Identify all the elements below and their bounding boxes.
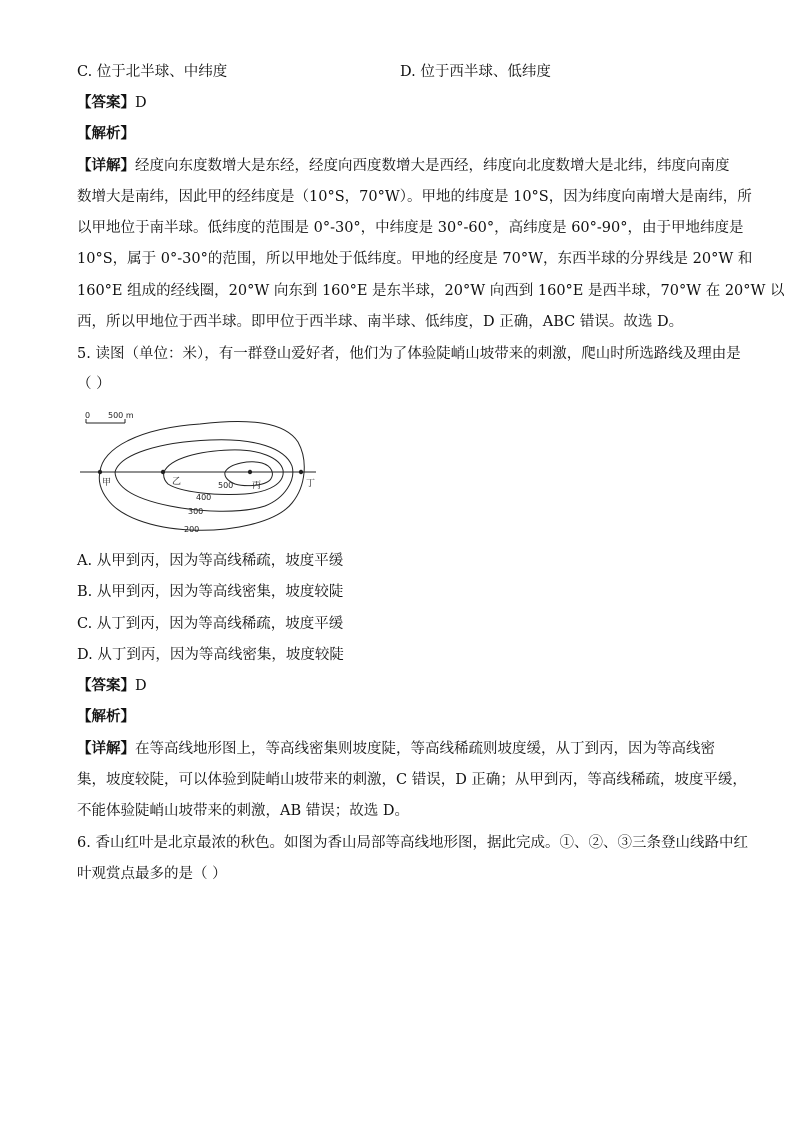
q4-detail-line-5: 160°E 组成的经线圈，20°W 向东到 160°E 是东半球，20°W 向西到 160°E 是西半球，70°W 在 20°W 以 <box>77 283 785 299</box>
point-yi <box>161 470 165 474</box>
q5-analysis-title: 【解析】 <box>77 708 135 725</box>
detail-text: 在等高线地形图上，等高线密集则坡度陡，等高线稀疏则坡度缓，从丁到丙，因为等高线密 <box>135 741 715 757</box>
label-jia: 甲 <box>102 478 112 488</box>
label-bing: 丙 <box>252 481 262 491</box>
q5-detail-line-3: 不能体验陡峭山坡带来的刺激，AB 错误；故选 D。 <box>77 803 409 819</box>
point-ding <box>299 470 303 474</box>
scale-zero: 0 <box>85 411 91 420</box>
q5-option-c: C. 从丁到丙，因为等高线稀疏，坡度平缓 <box>77 616 344 632</box>
q6-stem-line-1: 6. 香山红叶是北京最浓的秋色。如图为香山局部等高线地形图，据此完成。①、②、③三条登山线路中红 <box>77 835 748 851</box>
contour-label-300: 300 <box>188 507 204 516</box>
q4-detail-line-4: 10°S，属于 0°-30°的范围，所以甲地处于低纬度。甲地的经度是 70°W，东西半球的分界线是 20°W 和 <box>77 251 753 267</box>
detail-tag: 【详解】 <box>77 157 135 174</box>
q4-option-c: C. 位于北半球、中纬度 <box>77 64 228 80</box>
q6-stem-line-2: 叶观赏点最多的是（ ） <box>77 866 227 882</box>
q4-detail-line-1 <box>77 156 730 176</box>
label-ding: 丁 <box>306 479 316 489</box>
q5-stem-line-2: （ ） <box>77 376 111 392</box>
detail-text: 经度向东度数增大是东经，经度向西度数增大是西经，纬度向北度数增大是北纬，纬度向南度 <box>135 158 730 174</box>
q5-stem-line-1: 5. 读图（单位：米），有一群登山爱好者，他们为了体验陡峭山坡带来的刺激，爬山时所选路线及理由是 <box>77 346 741 362</box>
q4-detail-line-2: 数增大是南纬，因此甲的经纬度是（10°S，70°W）。甲地的纬度是 10°S，因为纬度向南增大是南纬，所 <box>77 189 752 205</box>
contour-label-200: 200 <box>184 525 200 534</box>
contour-label-400: 400 <box>196 493 212 502</box>
q4-detail-line-3: 以甲地位于南半球。低纬度的范围是 0°-30°，中纬度是 30°-60°，高纬度是 60°-90°，由于甲地纬度是 <box>77 220 744 236</box>
point-bing <box>248 470 252 474</box>
point-jia <box>98 470 102 474</box>
q5-answer <box>77 676 147 696</box>
q5-detail-line-1 <box>77 739 715 759</box>
contour-label-500: 500 <box>218 481 234 490</box>
scale-label: 500 m <box>108 411 134 420</box>
answer-tag: 【答案】 <box>77 94 135 111</box>
answer-value: D <box>135 678 147 694</box>
q5-option-b: B. 从甲到丙，因为等高线密集，坡度较陡 <box>77 584 344 600</box>
q4-detail-line-6: 西，所以甲地位于西半球。即甲位于西半球、南半球、低纬度，D 正确，ABC 错误。故选 D。 <box>77 314 684 330</box>
q4-analysis-title: 【解析】 <box>77 125 135 142</box>
contour-map <box>80 408 320 538</box>
q5-option-d: D. 从丁到丙，因为等高线密集，坡度较陡 <box>77 647 344 663</box>
q4-option-d: D. 位于西半球、低纬度 <box>400 64 551 80</box>
q5-detail-line-2: 集，坡度较陡，可以体验到陡峭山坡带来的刺激，C 错误，D 正确；从甲到丙，等高线稀疏，坡度平缓， <box>77 772 747 788</box>
q4-answer <box>77 93 147 113</box>
label-yi: 乙 <box>172 477 182 487</box>
answer-value: D <box>135 95 147 111</box>
answer-tag: 【答案】 <box>77 677 135 694</box>
detail-tag: 【详解】 <box>77 740 135 757</box>
q5-option-a: A. 从甲到丙，因为等高线稀疏，坡度平缓 <box>77 553 344 569</box>
